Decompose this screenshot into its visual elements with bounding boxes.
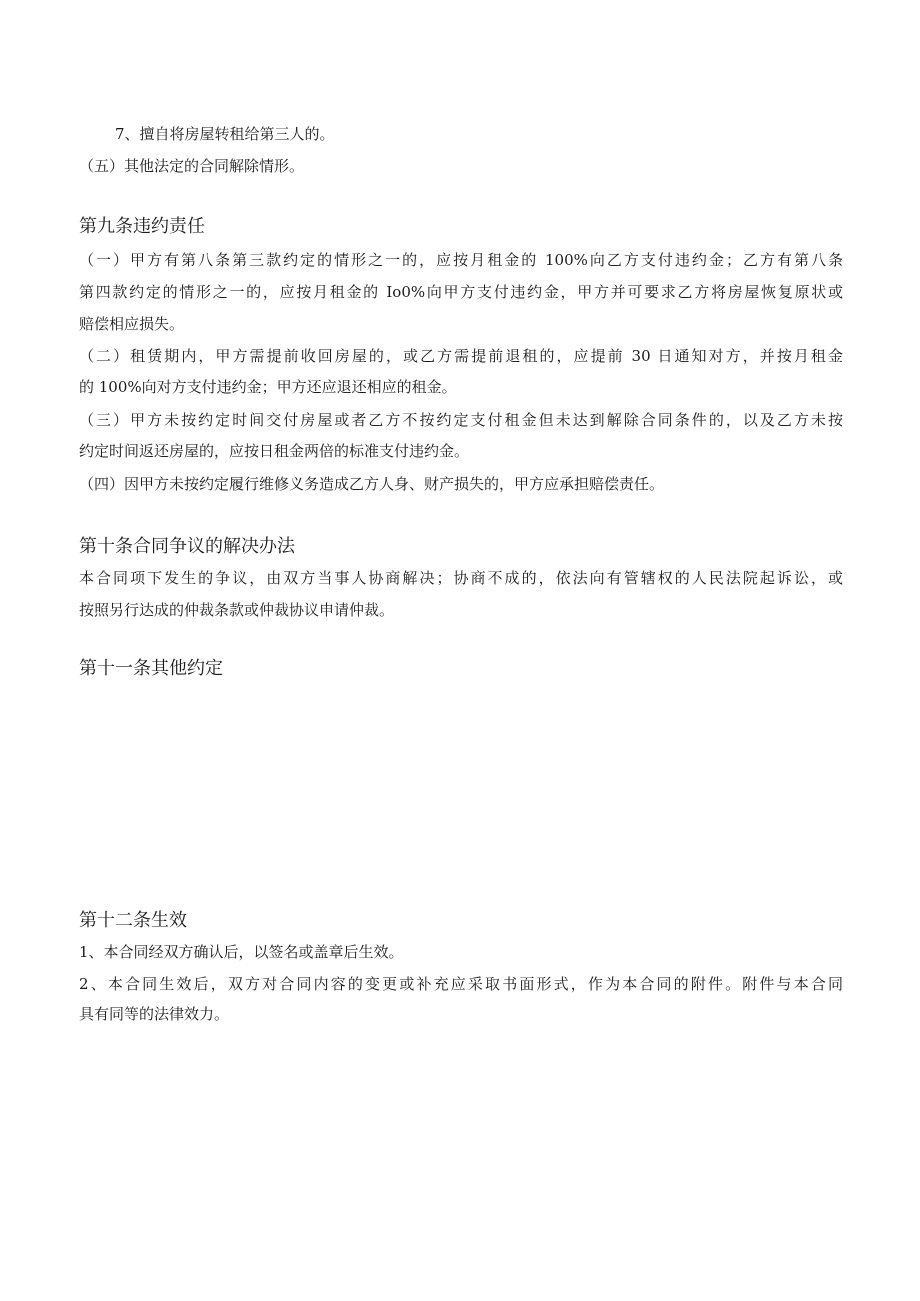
clause-item-5: （五）其他法定的合同解除情形。 [79,157,305,175]
article-10-para-1-line-2: 按照另行达成的仲裁条款或仲裁协议申请仲裁。 [79,601,395,619]
article-9-para-1-line-1: （一）甲方有第八条第三款约定的情形之一的，应按月租金的 100%向乙方支付违约金；乙方有第八条 [79,251,843,269]
article-9-title: 第九条违约责任 [79,216,205,237]
article-9-para-3-line-1: （三）甲方未按约定时间交付房屋或者乙方不按约定支付租金但未达到解除合同条件的，以及乙方未按 [79,411,843,429]
article-9-para-4-line-1: （四）因甲方未按约定履行维修义务造成乙方人身、财产损失的，甲方应承担赔偿责任。 [79,475,665,493]
article-9-para-1-line-3: 赔偿相应损失。 [79,315,185,333]
article-9-para-1-line-2: 第四款约定的情形之一的，应按月租金的 Io0%向甲方支付违约金，甲方并可要求乙方将房屋恢复原状或 [79,283,843,301]
article-10-title: 第十条合同争议的解决办法 [79,536,295,557]
article-12-para-2-line-1: 2、本合同生效后，双方对合同内容的变更或补充应采取书面形式，作为本合同的附件。附件与本合同 [79,975,843,993]
article-9-para-2-line-1: （二）租赁期内，甲方需提前收回房屋的，或乙方需提前退租的，应提前 30 日通知对方，并按月租金 [79,347,843,365]
article-9-para-2-line-2: 的 100%向对方支付违约金；甲方还应退还相应的租金。 [79,378,457,396]
article-12-para-1-line-1: 1、本合同经双方确认后，以签名或盖章后生效。 [79,943,404,961]
clause-item-7: 7、擅自将房屋转租给第三人的。 [115,125,335,143]
article-12-title: 第十二条生效 [79,910,187,931]
article-10-para-1-line-1: 本合同项下发生的争议，由双方当事人协商解决；协商不成的，依法向有管辖权的人民法院起诉讼，或 [79,569,843,587]
article-12-para-2-line-2: 具有同等的法律效力。 [79,1005,230,1023]
article-9-para-3-line-2: 约定时间返还房屋的，应按日租金两倍的标准支付违约金。 [79,442,470,460]
article-11-title: 第十一条其他约定 [79,658,223,679]
